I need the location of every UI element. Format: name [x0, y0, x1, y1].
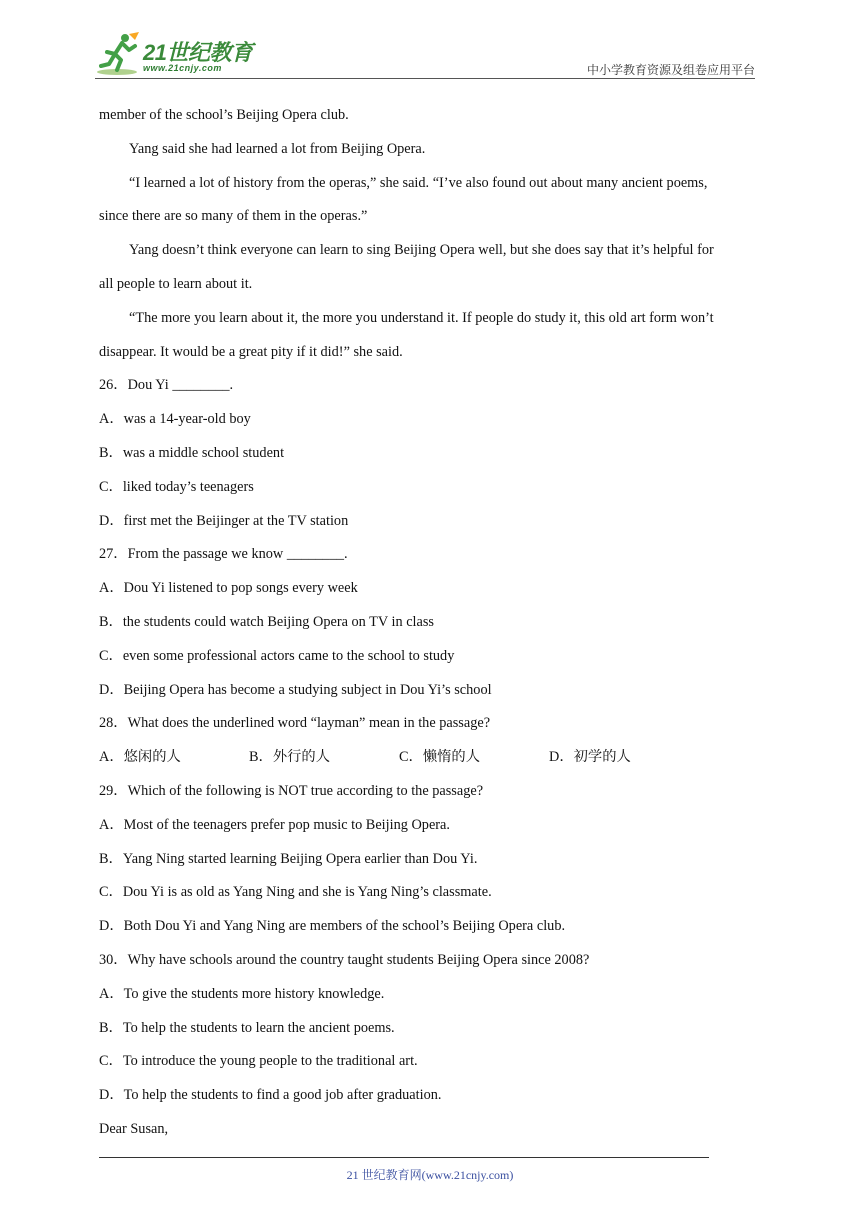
q29-option-a: A．Most of the teenagers prefer pop music to Beijing Opera. — [99, 816, 450, 833]
platform-name: 中小学教育资源及组卷应用平台 — [586, 63, 755, 77]
q29-option-c: C．Dou Yi is as old as Yang Ning and she is Yang Ning’s classmate. — [99, 884, 492, 901]
q26-option-b: B．was a middle school student — [99, 444, 285, 461]
passage-line: member of the school’s Beijing Opera club. — [99, 107, 349, 123]
question-26-stem: 26．Dou Yi ________. — [99, 377, 234, 394]
q28-option-b: B．外行的人 — [249, 749, 331, 766]
q30-option-c: C．To introduce the young people to the traditional art. — [99, 1053, 418, 1070]
page-header — [95, 30, 755, 80]
q27-option-c: C．even some professional actors came to the school to study — [99, 647, 455, 664]
question-30-stem: 30．Why have schools around the country taught students Beijing Opera since 2008? — [99, 951, 590, 968]
logo-url: www.21cnjy.com — [143, 63, 222, 73]
q26-option-c: C．liked today’s teenagers — [99, 478, 254, 495]
q30-option-a: A．To give the students more history knowledge. — [99, 985, 385, 1002]
q28-option-c: C．懒惰的人 — [399, 749, 481, 766]
q26-option-a: A．was a 14-year-old boy — [99, 411, 251, 428]
page-footer[interactable]: 21 世纪教育网(www.21cnjy.com) — [346, 1168, 514, 1182]
document-body — [99, 99, 751, 1147]
q28-option-a: A．悠闲的人 — [99, 749, 181, 766]
letter-greeting: Dear Susan, — [99, 1120, 169, 1137]
question-27-stem: 27．From the passage we know ________. — [99, 546, 348, 563]
passage-line: all people to learn about it. — [99, 275, 253, 292]
passage-line: “The more you learn about it, the more you understand it. If people do study it, this old art form won’t — [129, 309, 714, 326]
passage-line: Yang said she had learned a lot from Beijing Opera. — [129, 140, 426, 157]
q28-options-row — [99, 741, 751, 775]
question-29-stem: 29．Which of the following is NOT true according to the passage? — [99, 782, 484, 799]
q28-option-d: D．初学的人 — [549, 749, 631, 766]
passage-line: Yang doesn’t think everyone can learn to sing Beijing Opera well, but she does say that it’s helpful for — [129, 242, 714, 259]
q27-option-b: B．the students could watch Beijing Opera on TV in class — [99, 613, 434, 630]
q30-option-d: D．To help the students to find a good job after graduation. — [99, 1087, 442, 1104]
passage-line: “I learned a lot of history from the operas,” she said. “I’ve also found out about many ancient poems, — [129, 174, 708, 191]
passage-line: since there are so many of them in the operas.” — [99, 208, 368, 225]
header-divider — [95, 78, 755, 79]
passage-line: disappear. It would be a great pity if it did!” she said. — [99, 343, 403, 360]
logo-text: 21世纪教育 — [143, 40, 253, 65]
q30-option-b: B．To help the students to learn the ancient poems. — [99, 1019, 395, 1036]
q29-option-d: D．Both Dou Yi and Yang Ning are members of the school’s Beijing Opera club. — [99, 918, 566, 935]
question-28-stem: 28．What does the underlined word “layman” mean in the passage? — [99, 715, 491, 732]
runner-logo-icon — [95, 30, 143, 78]
q27-option-d: D．Beijing Opera has become a studying subject in Dou Yi’s school — [99, 681, 492, 698]
footer-divider — [99, 1157, 709, 1158]
q29-option-b: B．Yang Ning started learning Beijing Opera earlier than Dou Yi. — [99, 850, 478, 867]
site-logo — [95, 30, 265, 78]
q27-option-a: A．Dou Yi listened to pop songs every week — [99, 580, 358, 597]
q26-option-d: D．first met the Beijinger at the TV station — [99, 512, 349, 529]
